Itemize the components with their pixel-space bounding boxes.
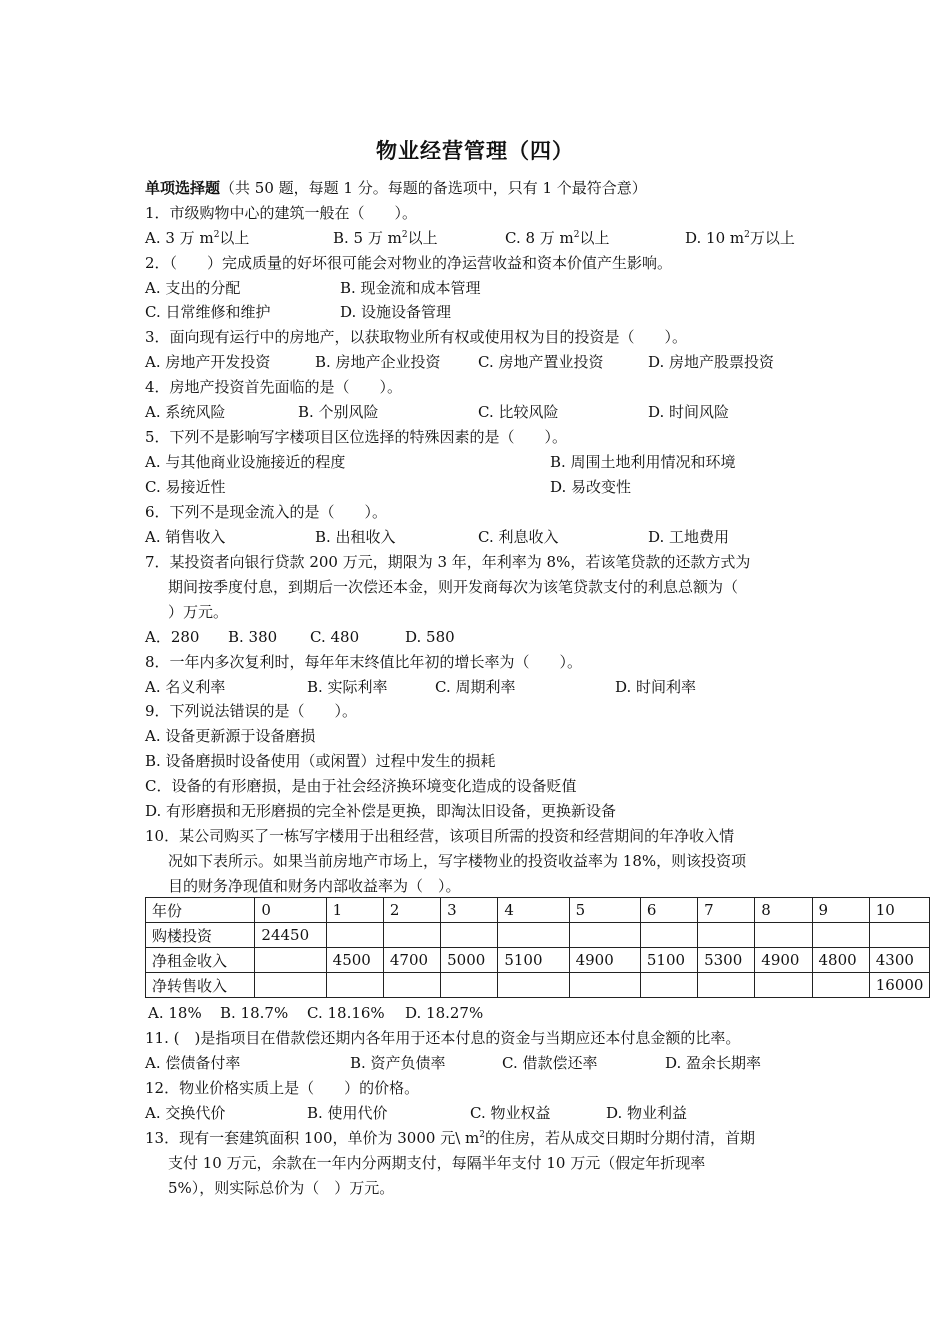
document-title: 物业经营管理（四） bbox=[376, 138, 574, 163]
question-7-option-c: C. 480 bbox=[310, 628, 360, 646]
table-cell: 16000 bbox=[869, 973, 929, 998]
table-cell bbox=[698, 973, 755, 998]
question-5-option-a: A. 与其他商业设施接近的程度 bbox=[145, 453, 346, 471]
question-4-option-d: D. 时间风险 bbox=[648, 403, 730, 421]
table-cell: 4300 bbox=[869, 948, 929, 973]
table-header-cell: 6 bbox=[640, 898, 697, 923]
section-note: （共 50 题，每题 1 分。每题的备选项中，只有 1 个最符合意） bbox=[220, 179, 647, 197]
question-4-stem: 4．房地产投资首先面临的是（ ）。 bbox=[145, 378, 403, 396]
section-heading-line bbox=[145, 178, 647, 198]
question-5-option-b: B. 周围土地利用情况和环境 bbox=[550, 453, 736, 471]
table-cell: 5000 bbox=[441, 948, 498, 973]
question-9-option-a: A. 设备更新源于设备磨损 bbox=[145, 727, 316, 745]
question-7-stem-line-3: ）万元。 bbox=[168, 603, 229, 621]
table-cell: 4500 bbox=[326, 948, 383, 973]
question-8-option-d: D. 时间利率 bbox=[615, 678, 697, 696]
table-header-cell: 0 bbox=[255, 898, 326, 923]
question-1-option-b: B. 5 万 $m^2$以上 bbox=[333, 229, 438, 247]
table-row-label: 净租金收入 bbox=[146, 948, 255, 973]
table-cell bbox=[812, 973, 869, 998]
table-header-cell: 5 bbox=[569, 898, 640, 923]
question-5-stem: 5．下列不是影响写字楼项目区位选择的特殊因素的是（ ）。 bbox=[145, 428, 568, 446]
table-cell bbox=[569, 923, 640, 948]
question-10-option-a: A. 18% bbox=[148, 1004, 202, 1022]
question-7-option-a: A．280 bbox=[145, 628, 200, 646]
section-heading: 单项选择题 bbox=[145, 179, 221, 197]
question-6-option-b: B. 出租收入 bbox=[315, 528, 396, 546]
question-6-stem: 6．下列不是现金流入的是（ ）。 bbox=[145, 503, 388, 521]
question-8-option-b: B. 实际利率 bbox=[307, 678, 388, 696]
question-6-option-c: C. 利息收入 bbox=[478, 528, 559, 546]
table-cell bbox=[383, 973, 440, 998]
table-header-cell: 8 bbox=[755, 898, 812, 923]
table-cell bbox=[441, 973, 498, 998]
question-13-stem-line-2: 支付 10 万元，余款在一年内分两期支付，每隔半年支付 10 万元（假定年折现率 bbox=[168, 1154, 706, 1172]
table-cell bbox=[326, 973, 383, 998]
question-9-stem: 9．下列说法错误的是（ ）。 bbox=[145, 702, 358, 720]
question-12-option-d: D. 物业利益 bbox=[606, 1104, 688, 1122]
question-10-stem-line-2: 况如下表所示。如果当前房地产市场上，写字楼物业的投资收益率为 18%，则该投资项 bbox=[168, 852, 747, 870]
question-11-option-d: D. 盈余长期率 bbox=[665, 1054, 762, 1072]
table-header-cell: 2 bbox=[383, 898, 440, 923]
question-2-option-c: C. 日常维修和维护 bbox=[145, 303, 271, 321]
table-header-row bbox=[146, 898, 930, 923]
question-12-stem: 12．物业价格实质上是（ ）的价格。 bbox=[145, 1079, 420, 1097]
question-12-option-b: B. 使用代价 bbox=[307, 1104, 388, 1122]
table-row-label: 净转售收入 bbox=[146, 973, 255, 998]
table-row bbox=[146, 973, 930, 998]
table-cell bbox=[869, 923, 929, 948]
question-10-option-c: C. 18.16% bbox=[307, 1004, 385, 1022]
table-row-label: 购楼投资 bbox=[146, 923, 255, 948]
question-8-option-a: A. 名义利率 bbox=[145, 678, 226, 696]
question-10-option-d: D. 18.27% bbox=[405, 1004, 484, 1022]
table-cell bbox=[498, 923, 569, 948]
table-header-cell: 9 bbox=[812, 898, 869, 923]
question-9-option-b: B. 设备磨损时设备使用（或闲置）过程中发生的损耗 bbox=[145, 752, 496, 770]
table-cell bbox=[755, 923, 812, 948]
table-header-cell: 年份 bbox=[146, 898, 255, 923]
question-5-option-c: C. 易接近性 bbox=[145, 478, 226, 496]
table-cell: 5100 bbox=[498, 948, 569, 973]
table-cell bbox=[255, 948, 326, 973]
question-8-option-c: C. 周期利率 bbox=[435, 678, 516, 696]
question-7-stem-line-1: 7．某投资者向银行贷款 200 万元，期限为 3 年，年利率为 8%，若该笔贷款的还款方式为 bbox=[145, 553, 751, 571]
question-7-option-d: D. 580 bbox=[405, 628, 455, 646]
question-4-option-a: A. 系统风险 bbox=[145, 403, 226, 421]
question-1-option-c: C. 8 万 $m^2$以上 bbox=[505, 229, 610, 247]
question-10-option-b: B. 18.7% bbox=[220, 1004, 289, 1022]
table-header-cell: 1 bbox=[326, 898, 383, 923]
table-header-cell: 10 bbox=[869, 898, 929, 923]
table-cell bbox=[812, 923, 869, 948]
table-cell bbox=[383, 923, 440, 948]
table-cell bbox=[255, 973, 326, 998]
question-3-option-d: D. 房地产股票投资 bbox=[648, 353, 775, 371]
question-3-option-b: B. 房地产企业投资 bbox=[315, 353, 441, 371]
table-cell bbox=[498, 973, 569, 998]
table-cell: 5300 bbox=[698, 948, 755, 973]
question-11-option-c: C. 借款偿还率 bbox=[502, 1054, 598, 1072]
table-cell: 5100 bbox=[640, 948, 697, 973]
table-cell: 4800 bbox=[812, 948, 869, 973]
question-7-option-b: B. 380 bbox=[228, 628, 278, 646]
question-4-option-b: B. 个别风险 bbox=[298, 403, 379, 421]
table-cell bbox=[640, 973, 697, 998]
table-cell bbox=[441, 923, 498, 948]
question-3-stem: 3．面向现有运行中的房地产，以获取物业所有权或使用权为目的投资是（ ）。 bbox=[145, 328, 688, 346]
table-cell bbox=[640, 923, 697, 948]
question-6-option-d: D. 工地费用 bbox=[648, 528, 730, 546]
table-header-cell: 4 bbox=[498, 898, 569, 923]
question-13-stem-line-3: 5%），则实际总价为（ ）万元。 bbox=[168, 1179, 395, 1197]
table-cell bbox=[755, 973, 812, 998]
question-5-option-d: D. 易改变性 bbox=[550, 478, 632, 496]
question-9-option-c: C．设备的有形磨损，是由于社会经济换环境变化造成的设备贬值 bbox=[145, 777, 577, 795]
question-3-option-a: A. 房地产开发投资 bbox=[145, 353, 271, 371]
question-10-stem-line-3: 目的财务净现值和财务内部收益率为（ ）。 bbox=[168, 877, 461, 895]
table-cell bbox=[326, 923, 383, 948]
table-header-cell: 7 bbox=[698, 898, 755, 923]
cash-flow-table bbox=[145, 897, 930, 998]
question-1-stem: 1．市级购物中心的建筑一般在（ ）。 bbox=[145, 204, 418, 222]
table-cell: 4700 bbox=[383, 948, 440, 973]
question-2-stem: 2．（ ）完成质量的好坏很可能会对物业的净运营收益和资本价值产生影响。 bbox=[145, 254, 673, 272]
table-header-cell: 3 bbox=[441, 898, 498, 923]
question-4-option-c: C. 比较风险 bbox=[478, 403, 559, 421]
table-cell: 24450 bbox=[255, 923, 326, 948]
table-cell: 4900 bbox=[755, 948, 812, 973]
question-11-option-b: B. 资产负债率 bbox=[350, 1054, 446, 1072]
question-7-stem-line-2: 期间按季度付息，到期后一次偿还本金，则开发商每次为该笔贷款支付的利息总额为（ bbox=[168, 578, 739, 596]
question-2-option-d: D. 设施设备管理 bbox=[340, 303, 452, 321]
table-row bbox=[146, 923, 930, 948]
question-11-stem: 11. ( )是指项目在借款偿还期内各年用于还本付息的资金与当期应还本付息金额的比率。 bbox=[145, 1029, 741, 1047]
question-12-option-a: A. 交换代价 bbox=[145, 1104, 226, 1122]
question-1-option-d: D. 10 $m^2$万以上 bbox=[685, 229, 795, 247]
table-cell: 4900 bbox=[569, 948, 640, 973]
question-8-stem: 8．一年内多次复利时，每年年末终值比年初的增长率为（ ）。 bbox=[145, 653, 583, 671]
table-row bbox=[146, 948, 930, 973]
question-1-option-a: A. 3 万 $m^2$以上 bbox=[145, 229, 250, 247]
question-6-option-a: A. 销售收入 bbox=[145, 528, 226, 546]
question-2-option-a: A. 支出的分配 bbox=[145, 279, 241, 297]
table-cell bbox=[698, 923, 755, 948]
question-13-stem-line-1: 13．现有一套建筑面积 100，单价为 3000 元\ $m^2$的住房，若从成交日期时分期付清，首期 bbox=[145, 1129, 755, 1147]
question-3-option-c: C. 房地产置业投资 bbox=[478, 353, 604, 371]
question-10-stem-line-1: 10．某公司购买了一栋写字楼用于出租经营，该项目所需的投资和经营期间的年净收入情 bbox=[145, 827, 735, 845]
question-9-option-d: D. 有形磨损和无形磨损的完全补偿是更换，即淘汰旧设备，更换新设备 bbox=[145, 802, 617, 820]
question-11-option-a: A. 偿债备付率 bbox=[145, 1054, 241, 1072]
question-2-option-b: B. 现金流和成本管理 bbox=[340, 279, 481, 297]
question-12-option-c: C. 物业权益 bbox=[470, 1104, 551, 1122]
table-cell bbox=[569, 973, 640, 998]
